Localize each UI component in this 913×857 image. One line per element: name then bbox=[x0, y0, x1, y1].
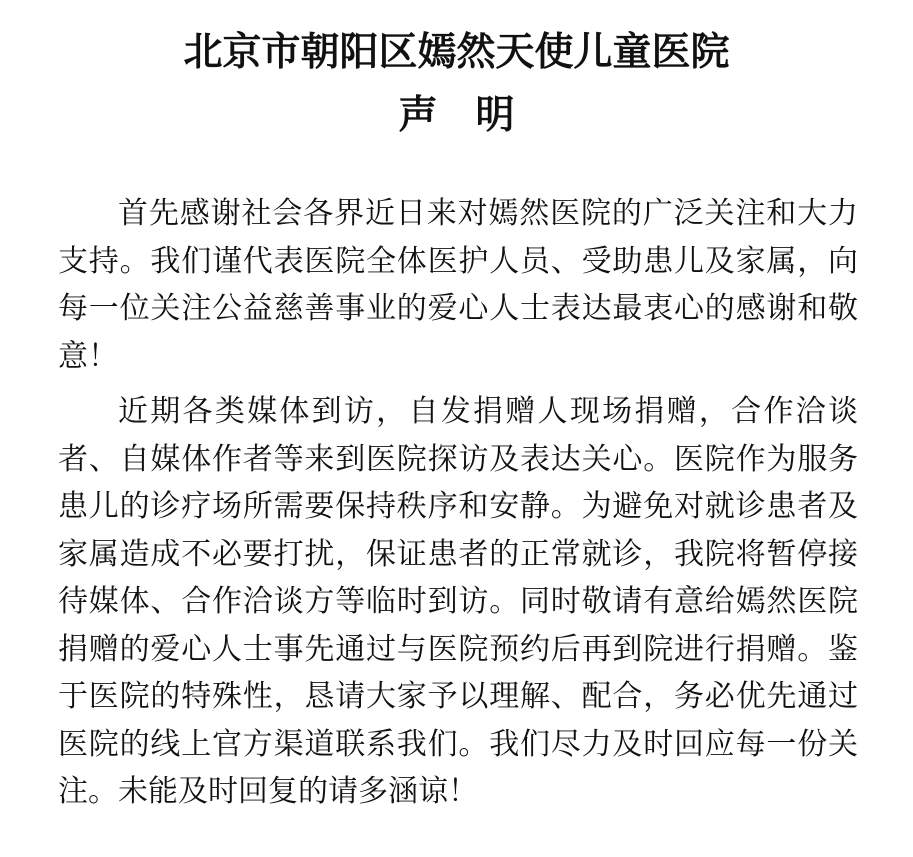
paragraph-gratitude: 首先感谢社会各界近日来对嫣然医院的广泛关注和大力支持。我们谨代表医院全体医护人员、受助患儿及家属，向每一位关注公益慈善事业的爱心人士表达最衷心的感谢和敬意！ bbox=[58, 196, 858, 374]
paragraph-visit-notice: 近期各类媒体到访，自发捐赠人现场捐赠，合作洽谈者、自媒体作者等来到医院探访及表达关心。医院作为服务患儿的诊疗场所需要保持秩序和安静。为避免对就诊患者及家属造成不必要打扰，保证患者的正常就诊，我院将暂停接待媒体、合作洽谈方等临时到访。同时敬请有意给嫣然医院捐赠的爱心人士事先通过与医院预约后再到院进行捐赠。鉴于医院的特殊性，恳请大家予以理解、配合，务必优先通过医院的线上官方渠道联系我们。我们尽力及时回应每一份关注。未能及时回复的请多涵谅！ bbox=[58, 394, 858, 809]
document-subtitle: 声明 bbox=[398, 93, 553, 138]
document-title: 北京市朝阳区嫣然天使儿童医院 bbox=[183, 30, 730, 75]
